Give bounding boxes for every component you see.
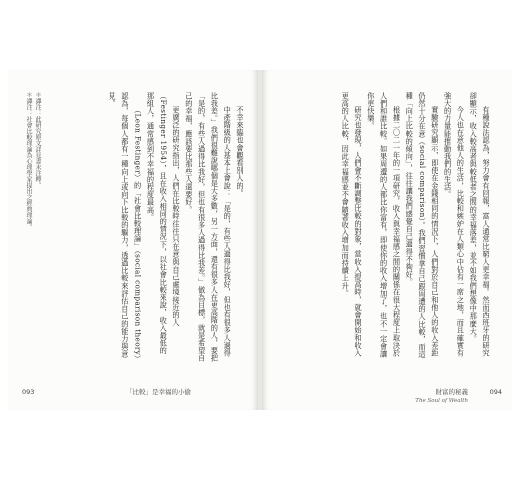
- running-head: 「比較」是幸福的小偷: [126, 388, 191, 396]
- paragraph: 根據二〇二一年的一項研究，收入與幸福感之間的關係在很大程度上取決於人們和誰比較。如果周遭的人都比你富有，即使你的收入增加了，也不一定會讓你更快樂。: [366, 92, 402, 358]
- left-page: [8, 70, 258, 410]
- footnote: ＊譯注：此研究原文詳見書末注釋。: [34, 92, 41, 188]
- running-head-english: The Soul of Wealth: [415, 398, 468, 404]
- page-number: 093: [22, 388, 35, 396]
- right-page-body: [280, 92, 492, 362]
- paragraph: 有種說法認為，努力會有回報，富人通常比窮人更幸福。然而西班牙的研究卻顯示，收入較高者與較低者之間的幸福落差，並不如我們想像中那麼大。: [469, 92, 491, 358]
- paragraph: 更廣泛的研究指出，人們在比較時往往只在意與自己處境接近的人（Festinger 1954），且在收入相同的情況下，以社會比較來說，收入最低的那組人，通常感到不幸福的程度最高。: [146, 92, 182, 355]
- book-spread: [8, 70, 512, 410]
- left-page-body: [46, 92, 246, 362]
- running-head: 財富的秘義: [435, 388, 468, 396]
- paragraph: 不幸來臨也會觀看別人的。: [236, 106, 245, 198]
- paragraph: 中產階級的人基本上會說：「是的，有些人過得比我好，但也有很多人過得比我差。」我們很難說哪個是大多數，另一方面，還有很多人在更高階的人，要把「是的，有些人過得比我好，但也有很多人過得比我差。」做為目標，就是希望自己的幸福，應該要比那些人還要好。: [184, 92, 233, 362]
- paragraph: 實驗研究顯示，即使在金錢相同的情況下，人們對於自己和他人的收入差距仍然十分在意（social comparison）。我們習慣拿自己跟周遭的人比較，而這種「向上比較的傾向」，往往讓我們感覺自己過得不夠好。: [405, 92, 440, 359]
- footnotes: [18, 92, 42, 362]
- paragraph: 今人也在意他人的生活，比較和嫉妒在人類心中佔有一席之地，而且確實有強大的力量能推動我們的生活。: [443, 92, 466, 358]
- footnote: ＊譯注：社會比較理論為心理學家提出之經典理論。: [25, 92, 32, 230]
- page-number: 094: [489, 388, 502, 396]
- paragraph: （Leon Festinger）的「社會比較理論」（social comparison theory）認為，每個人都有一種向上或向下比較的驅力，透過比較來評估自己的能力與意見。: [108, 92, 143, 360]
- right-page: [262, 70, 512, 410]
- paragraph: 研究也發現，人們會不斷調整比較的對象，當收入提高時，就會開始和收入更高的人比較，因此幸福感並不會隨著收入增加而持續上升。: [341, 92, 364, 358]
